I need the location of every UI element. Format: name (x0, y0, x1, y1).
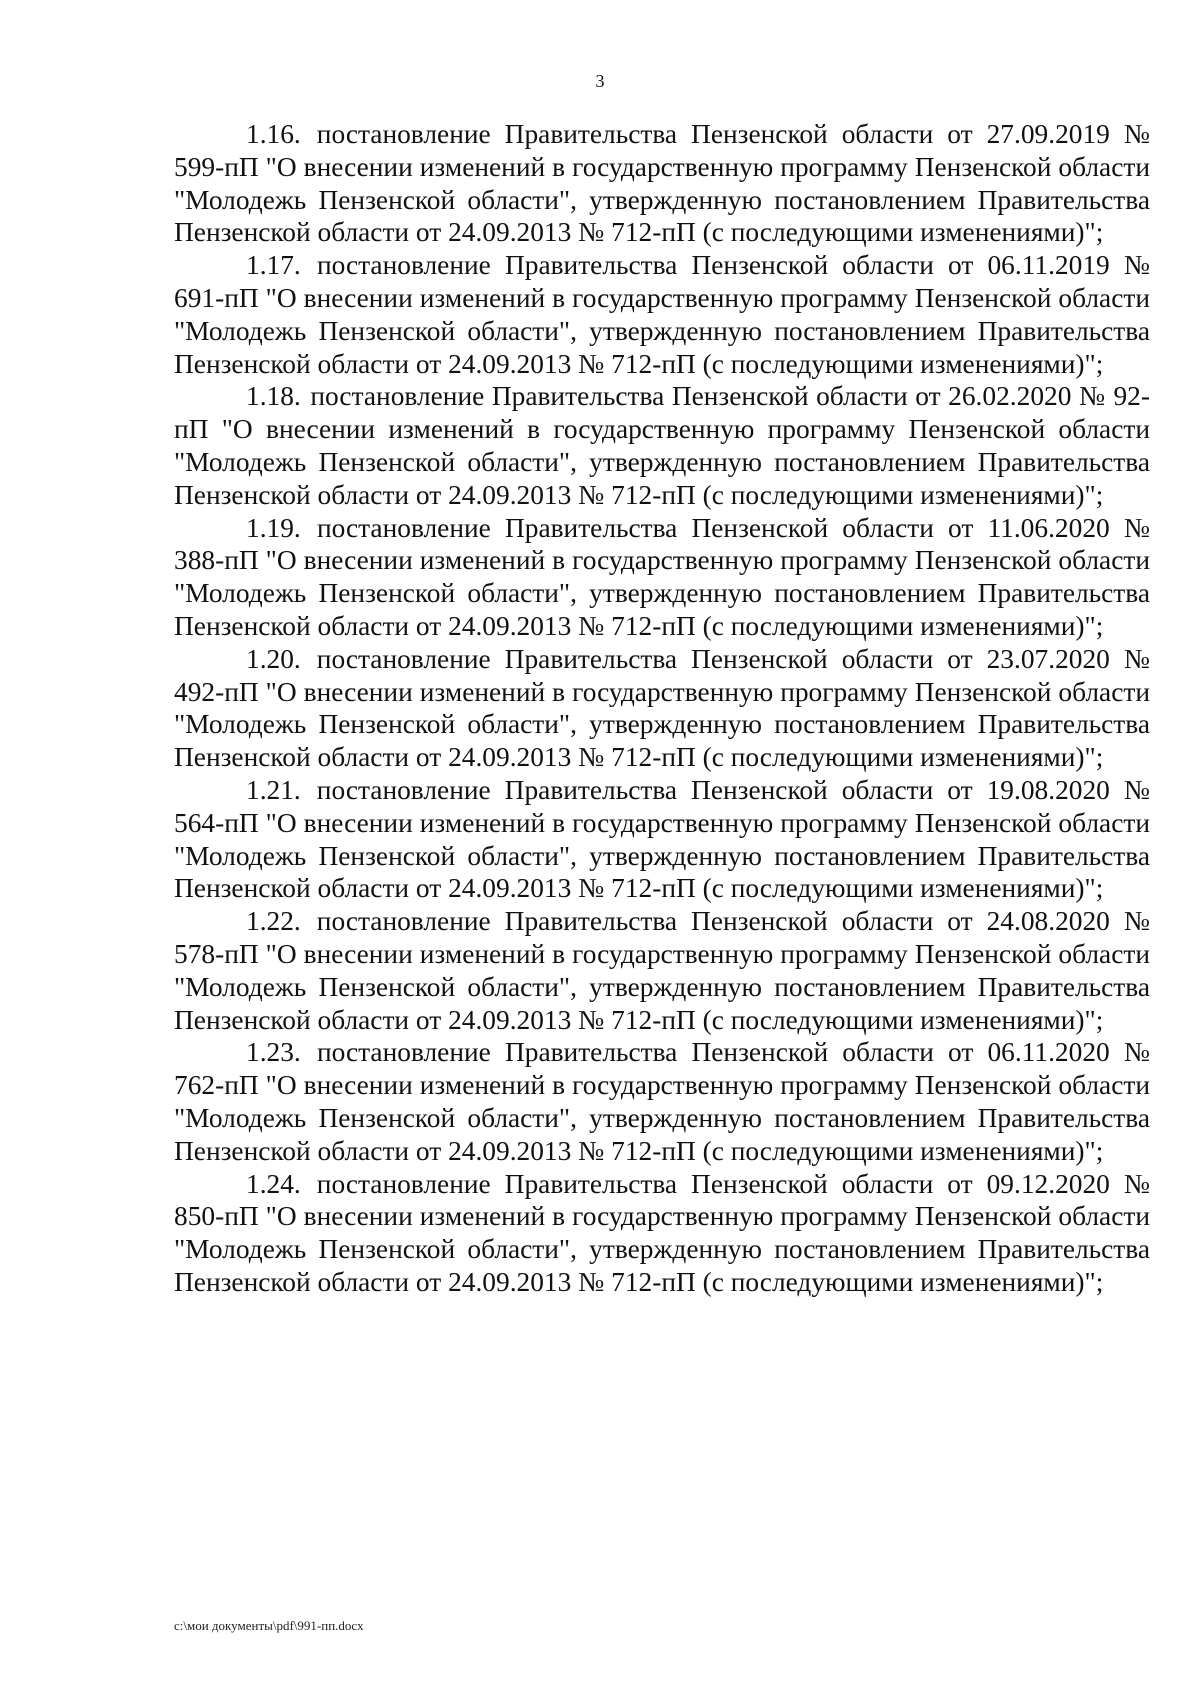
item-number: 1.19. (246, 512, 301, 543)
item-text: постановление Правительства Пензенской области от 11.06.2020 № 388-пП "О внесении изменений в государственную программу Пензенской области "Молодежь Пензенской области", утвержденную постановлением Правительства Пензенской области от 24.09.2013 № 712-пП (с последующими изменениями)"; (174, 512, 1150, 641)
item-text: постановление Правительства Пензенской области от 23.07.2020 № 492-пП "О внесении изменений в государственную программу Пензенской области "Молодежь Пензенской области", утвержденную постановлением Правительства Пензенской области от 24.09.2013 № 712-пП (с последующими изменениями)"; (174, 643, 1150, 773)
item-text: постановление Правительства Пензенской области от 27.09.2019 № 599-пП "О внесении изменений в государственную программу Пензенской области "Молодежь Пензенской области", утвержденную постановлением Правительства Пензенской области от 24.09.2013 № 712-пП (с последующими изменениями)"; (174, 119, 1150, 248)
item-number: 1.23. (246, 1037, 301, 1068)
list-item (174, 249, 1150, 380)
item-text: постановление Правительства Пензенской области от 24.08.2020 № 578-пП "О внесении изменений в государственную программу Пензенской области "Молодежь Пензенской области", утвержденную постановлением Правительства Пензенской области от 24.09.2013 № 712-пП (с последующими изменениями)"; (174, 906, 1150, 1035)
item-text: постановление Правительства Пензенской области от 19.08.2020 № 564-пП "О внесении изменений в государственную программу Пензенской области "Молодежь Пензенской области", утвержденную постановлением Правительства Пензенской области от 24.09.2013 № 712-пП (с последующими изменениями)"; (174, 774, 1150, 904)
page-number: 3 (595, 71, 605, 91)
list-item (174, 380, 1150, 511)
item-number: 1.20. (246, 643, 301, 674)
item-number: 1.24. (246, 1168, 301, 1199)
footer-file-path: c:\мои документы\pdf\991-пп.docx (174, 1618, 364, 1633)
item-number: 1.22. (246, 906, 301, 937)
list-item (174, 774, 1150, 905)
item-text: постановление Правительства Пензенской области от 09.12.2020 № 850-пП "О внесении изменений в государственную программу Пензенской области "Молодежь Пензенской области", утвержденную постановлением Правительства Пензенской области от 24.09.2013 № 712-пП (с последующими изменениями)"; (174, 1168, 1150, 1297)
list-item (174, 118, 1150, 249)
list-item (174, 905, 1150, 1036)
item-text: постановление Правительства Пензенской области от 26.02.2020 № 92-пП "О внесении изменений в государственную программу Пензенской области "Молодежь Пензенской области", утвержденную постановлением Правительства Пензенской области от 24.09.2013 № 712-пП (с последующими изменениями)"; (174, 381, 1150, 510)
item-number: 1.16. (246, 119, 301, 149)
item-text: постановление Правительства Пензенской области от 06.11.2019 № 691-пП "О внесении изменений в государственную программу Пензенской области "Молодежь Пензенской области", утвержденную постановлением Правительства Пензенской области от 24.09.2013 № 712-пП (с последующими изменениями)"; (174, 250, 1150, 379)
list-item (174, 1036, 1150, 1167)
document-body (174, 118, 1150, 1299)
list-item (174, 643, 1150, 774)
item-text: постановление Правительства Пензенской области от 06.11.2020 № 762-пП "О внесении изменений в государственную программу Пензенской области "Молодежь Пензенской области", утвержденную постановлением Правительства Пензенской области от 24.09.2013 № 712-пП (с последующими изменениями)"; (174, 1037, 1150, 1166)
item-number: 1.21. (246, 774, 301, 805)
item-number: 1.17. (246, 250, 301, 281)
list-item (174, 512, 1150, 643)
list-item (174, 1168, 1150, 1299)
item-number: 1.18. (246, 381, 301, 412)
